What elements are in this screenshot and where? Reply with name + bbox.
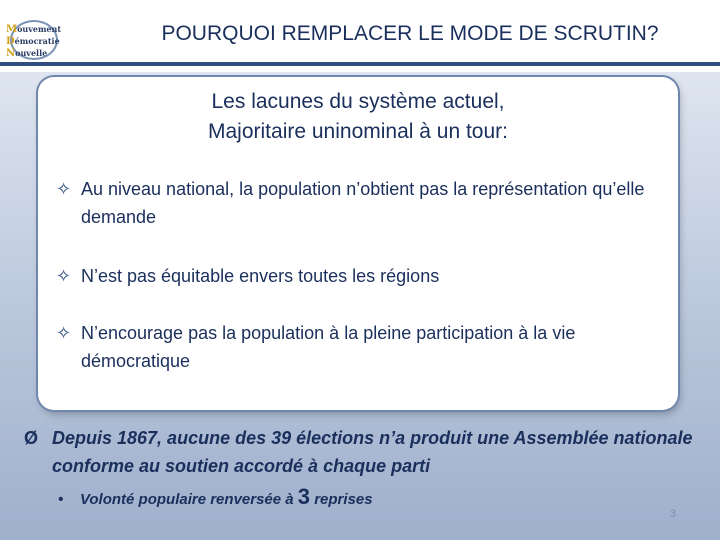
sub-point-number: 3 [297,484,311,509]
panel-title [38,87,678,147]
panel-bullet-text: N’encourage pas la population à la pleine participation à la vie démocratique [81,323,576,371]
main-point-text: Depuis 1867, aucune des 39 élections n’a produit une Assemblée nationale conforme au soutien accordé à chaque parti [52,428,693,476]
panel-bullet-text: N’est pas équitable envers toutes les régions [81,266,440,286]
panel-bullet-2 [56,262,666,290]
logo-line-3: Nouvelle [6,48,48,59]
main-point [24,424,704,480]
logo-line-2: Démocratie [6,36,60,47]
panel-title-line-2: Majoritaire uninominal à un tour: [208,120,508,143]
star-bullet-icon: ✧ [56,323,72,343]
star-bullet-icon: ✧ [56,179,72,199]
slide-title: POURQUOI REMPLACER LE MODE DE SCRUTIN? [161,22,659,45]
panel-bullet-3 [56,319,666,375]
header-divider [0,62,720,66]
panel-bullet-text: Au niveau national, la population n’obtient pas la représentation qu’elle demande [81,179,645,227]
logo [6,20,68,64]
sub-point [58,484,558,513]
panel-bullet-1 [56,175,666,231]
logo-line-1: Mouvement [6,24,62,35]
slide-header [0,0,720,72]
content-panel [38,77,678,410]
page-number: 3 [669,508,676,520]
sub-point-text-before: Volonté populaire renversée à [79,491,294,508]
sub-point-text-after: reprises [314,491,373,508]
panel-title-line-1: Les lacunes du système actuel, [211,90,505,113]
arrow-bullet-icon: Ø [24,428,39,448]
star-bullet-icon: ✧ [56,266,72,286]
dot-bullet-icon: • [58,491,64,508]
